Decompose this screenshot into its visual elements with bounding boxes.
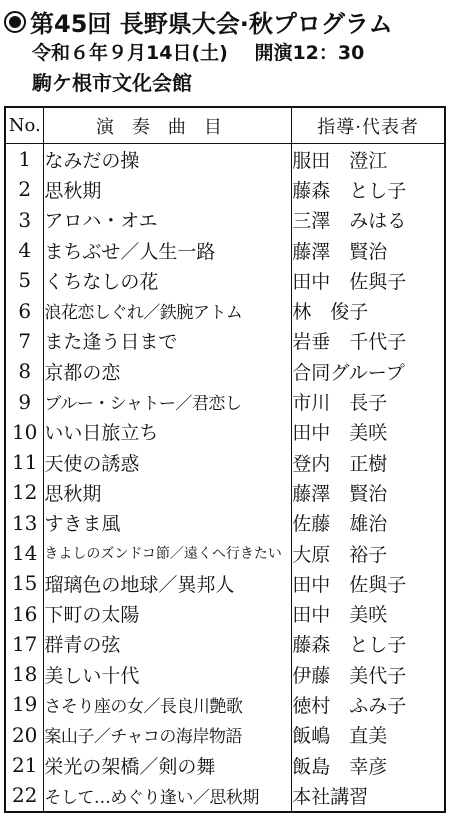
row-number: 20 bbox=[5, 720, 44, 750]
table-row bbox=[5, 598, 445, 628]
row-performer: 登内 正樹 bbox=[292, 447, 445, 477]
row-song-title: 思秋期 bbox=[44, 174, 292, 204]
table-row bbox=[5, 568, 445, 598]
row-song-title: 群青の弦 bbox=[44, 629, 292, 659]
row-performer: 徳村 ふみ子 bbox=[292, 689, 445, 719]
row-performer: 田中 美咲 bbox=[292, 417, 445, 447]
row-number: 1 bbox=[5, 144, 44, 175]
row-performer: 岩垂 千代子 bbox=[292, 326, 445, 356]
table-row bbox=[5, 538, 445, 568]
filled-circle-bullet-icon bbox=[4, 11, 26, 33]
table-row bbox=[5, 477, 445, 507]
row-song-title: アロハ・オエ bbox=[44, 205, 292, 235]
row-song-title: くちなしの花 bbox=[44, 265, 292, 295]
row-performer: 田中 佐與子 bbox=[292, 568, 445, 598]
header-no: No. bbox=[5, 107, 44, 144]
row-song-title: なみだの操 bbox=[44, 144, 292, 175]
row-number: 18 bbox=[5, 659, 44, 689]
row-song-title: すきま風 bbox=[44, 508, 292, 538]
table-row bbox=[5, 326, 445, 356]
row-performer: 田中 美咲 bbox=[292, 598, 445, 628]
row-song-title: 案山子／チャコの海岸物語 bbox=[44, 720, 292, 750]
table-row bbox=[5, 235, 445, 265]
row-number: 7 bbox=[5, 326, 44, 356]
row-performer: 藤澤 賢治 bbox=[292, 235, 445, 265]
table-row bbox=[5, 629, 445, 659]
event-start-time: 開演12：30 bbox=[254, 42, 365, 64]
row-performer: 飯島 幸彦 bbox=[292, 750, 445, 780]
title-line bbox=[4, 4, 448, 38]
row-number: 22 bbox=[5, 780, 44, 811]
table-row bbox=[5, 659, 445, 689]
row-number: 6 bbox=[5, 295, 44, 325]
row-performer: 合同グループ bbox=[292, 356, 445, 386]
table-row bbox=[5, 356, 445, 386]
row-performer: 大原 裕子 bbox=[292, 538, 445, 568]
table-row bbox=[5, 447, 445, 477]
row-song-title: さそり座の女／長良川艶歌 bbox=[44, 689, 292, 719]
row-number: 2 bbox=[5, 174, 44, 204]
row-number: 3 bbox=[5, 205, 44, 235]
program-rows bbox=[5, 144, 445, 812]
event-venue: 駒ケ根市文化会館 bbox=[32, 71, 192, 95]
row-performer: 飯嶋 直美 bbox=[292, 720, 445, 750]
table-row bbox=[5, 508, 445, 538]
row-song-title: いい日旅立ち bbox=[44, 417, 292, 447]
row-song-title: まちぶせ／人生一路 bbox=[44, 235, 292, 265]
table-row bbox=[5, 780, 445, 811]
row-performer: 伊藤 美代子 bbox=[292, 659, 445, 689]
row-number: 8 bbox=[5, 356, 44, 386]
row-number: 9 bbox=[5, 386, 44, 416]
row-number: 11 bbox=[5, 447, 44, 477]
row-number: 19 bbox=[5, 689, 44, 719]
row-performer: 藤澤 賢治 bbox=[292, 477, 445, 507]
row-song-title: 下町の太陽 bbox=[44, 598, 292, 628]
row-performer: 市川 長子 bbox=[292, 386, 445, 416]
program-header bbox=[4, 4, 448, 98]
table-header-row bbox=[5, 107, 445, 144]
row-song-title: 美しい十代 bbox=[44, 659, 292, 689]
row-number: 10 bbox=[5, 417, 44, 447]
table-row bbox=[5, 417, 445, 447]
row-song-title: 京都の恋 bbox=[44, 356, 292, 386]
table-row bbox=[5, 689, 445, 719]
date-time-line bbox=[4, 38, 448, 68]
row-performer: 本社講習 bbox=[292, 780, 445, 811]
row-performer: 藤森 とし子 bbox=[292, 174, 445, 204]
row-number: 15 bbox=[5, 568, 44, 598]
table-row bbox=[5, 265, 445, 295]
table-row bbox=[5, 750, 445, 780]
row-song-title: ブルー・シャトー／君恋し bbox=[44, 386, 292, 416]
header-title: 演奏曲目 bbox=[44, 107, 292, 144]
table-row bbox=[5, 720, 445, 750]
row-song-title: また逢う日まで bbox=[44, 326, 292, 356]
row-performer: 田中 佐與子 bbox=[292, 265, 445, 295]
row-song-title: 栄光の架橋／剣の舞 bbox=[44, 750, 292, 780]
row-number: 17 bbox=[5, 629, 44, 659]
table-row bbox=[5, 174, 445, 204]
row-song-title: 天使の誘惑 bbox=[44, 447, 292, 477]
row-song-title: 瑠璃色の地球／異邦人 bbox=[44, 568, 292, 598]
row-song-title: きよしのズンドコ節／遠くへ行きたい bbox=[44, 538, 292, 568]
row-song-title: そして…めぐり逢い／思秋期 bbox=[44, 780, 292, 811]
row-song-title: 思秋期 bbox=[44, 477, 292, 507]
program-table bbox=[4, 106, 446, 813]
row-performer: 藤森 とし子 bbox=[292, 629, 445, 659]
row-number: 5 bbox=[5, 265, 44, 295]
table-row bbox=[5, 386, 445, 416]
row-performer: 佐藤 雄治 bbox=[292, 508, 445, 538]
row-number: 16 bbox=[5, 598, 44, 628]
row-performer: 林 俊子 bbox=[292, 295, 445, 325]
row-number: 21 bbox=[5, 750, 44, 780]
header-performer: 指導·代表者 bbox=[292, 107, 445, 144]
row-song-title: 浪花恋しぐれ／鉄腕アトム bbox=[44, 295, 292, 325]
page-title: 第45回 長野県大会·秋プログラム bbox=[30, 9, 393, 38]
row-number: 13 bbox=[5, 508, 44, 538]
table-row bbox=[5, 295, 445, 325]
row-number: 12 bbox=[5, 477, 44, 507]
row-performer: 服田 澄江 bbox=[292, 144, 445, 175]
table-row bbox=[5, 144, 445, 175]
row-number: 4 bbox=[5, 235, 44, 265]
row-performer: 三澤 みはる bbox=[292, 205, 445, 235]
row-number: 14 bbox=[5, 538, 44, 568]
table-row bbox=[5, 205, 445, 235]
event-date: 令和６年９月14日(土) bbox=[32, 42, 228, 64]
